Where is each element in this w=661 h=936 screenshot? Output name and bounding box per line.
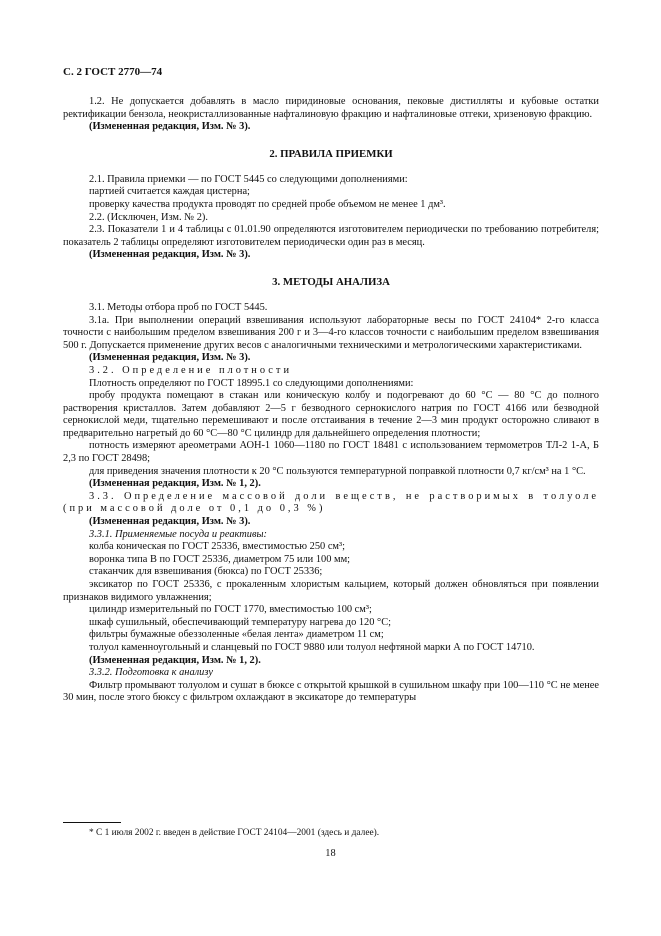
paragraph: цилиндр измерительный по ГОСТ 1770, вместимостью 100 см³;: [89, 604, 372, 616]
paragraph: эксикатор по ГОСТ 25336, с прокаленным хлористым кальцием, который должен обновляться при появлении признаков видимого увлажнения;: [63, 579, 599, 603]
footnote: * С 1 июля 2002 г. введен в действие ГОСТ 24104—2001 (здесь и далее).: [89, 828, 380, 838]
spaced-subheading: 3.2. Определение плотности: [89, 364, 293, 376]
paragraph: пробу продукта помещают в стакан или коническую колбу и подогревают до 60 °С — 80 °С до полного растворения кристаллов. Затем добавляют 2—5 г безводного сернокислого натрия по ГОСТ 4166 или безводной сернокислой меди, тщательно перемешивают и после отстаивания в течение 2—3 мин продукт осторожно сливают в предварительно нагретый до 60 °С—80 °С цилиндр для дальнейшего определения плотности;: [63, 390, 599, 439]
paragraph: 2.1. Правила приемки — по ГОСТ 5445 со следующими дополнениями:: [89, 173, 408, 185]
paragraph: Фильтр промывают толуолом и сушат в бюксе с открытой крышкой в сушильном шкафу при 100—110 °С не менее 30 мин, после этого бюксу с фильтром охлаждают в эксикаторе до температуры: [63, 679, 599, 704]
paragraph: толуол каменноугольный и сланцевый по ГОСТ 9880 или толуол нефтяной марки А по ГОСТ 14710.: [89, 641, 535, 653]
revision-note: (Измененная редакция, Изм. № 1, 2).: [89, 478, 261, 490]
revision-note: (Измененная редакция, Изм. № 1, 2).: [89, 654, 261, 666]
section-heading: 3. МЕТОДЫ АНАЛИЗА: [272, 275, 390, 288]
paragraph: воронка типа В по ГОСТ 25336, диаметром 75 или 100 мм;: [89, 553, 351, 565]
subsection-title: 3.3.2. Подготовка к анализу: [89, 667, 213, 679]
revision-note: (Измененная редакция, Изм. № 3).: [89, 249, 251, 261]
paragraph: 2.2. (Исключен, Изм. № 2).: [89, 211, 208, 223]
revision-note: (Измененная редакция, Изм. № 3).: [89, 121, 251, 133]
section-heading: 2. ПРАВИЛА ПРИЕМКИ: [269, 147, 393, 160]
paragraph: Плотность определяют по ГОСТ 18995.1 со следующими дополнениями:: [89, 377, 414, 389]
page-number: 18: [325, 848, 336, 859]
paragraph: проверку качества продукта проводят по средней пробе объемом не менее 1 дм³.: [89, 198, 446, 210]
document-page: [63, 66, 599, 705]
paragraph: фильтры бумажные обеззоленные «белая лента» диаметром 11 см;: [89, 629, 384, 641]
paragraph: стаканчик для взвешивания (бюкса) по ГОСТ 25336;: [89, 566, 323, 578]
page-header: С. 2 ГОСТ 2770—74: [63, 66, 163, 78]
paragraph: потность измеряют ареометрами АОН-1 1060—1180 по ГОСТ 18481 с использованием термометров ТЛ-2 1-А, Б 2,3 по ГОСТ 28498;: [63, 440, 599, 465]
paragraph: для приведения значения плотности к 20 °С пользуются температурной поправкой плотности 0,7 кг/см³ на 1 °С.: [89, 465, 586, 477]
paragraph: 3.1а. При выполнении операций взвешивания используют лабораторные весы по ГОСТ 24104* 2-го класса точности с наибольшим пределом взвешивания 200 г и 3—4-го классов точности с наибольшим пределом взвешивания 500 г. Допускается применение других весов с аналогичными техническими и метрологическими характеристиками.: [63, 314, 599, 351]
paragraph: 3.1. Методы отбора проб по ГОСТ 5445.: [89, 301, 268, 313]
paragraph: партией считается каждая цистерна;: [89, 186, 250, 198]
revision-note: (Измененная редакция, Изм. № 3).: [89, 516, 251, 528]
spaced-subheading: 3.3. Определение массовой доли веществ, не растворимых в толуоле (при массовой доле от 0,1 до 0,3 %): [63, 490, 599, 515]
subsection-title: 3.3.1. Применяемые посуда и реактивы:: [89, 528, 267, 540]
paragraph: шкаф сушильный, обеспечивающий температуру нагрева до 120 °С;: [89, 616, 392, 628]
footnote-divider: [63, 822, 121, 823]
paragraph: 1.2. Не допускается добавлять в масло пиридиновые основания, пековые дистилляты и кубовые остатки ректификации бензола, неокристаллизованные нафталиновую фракцию и нафталиновые отгеки, хризеновую фракцию.: [63, 96, 599, 120]
paragraph: 2.3. Показатели 1 и 4 таблицы с 01.01.90 определяются изготовителем периодически по требованию потребителя; показатель 2 таблицы определяют изготовителем периодически один раз в месяц.: [63, 224, 599, 248]
revision-note: (Измененная редакция, Изм. № 3).: [89, 352, 251, 364]
paragraph: колба коническая по ГОСТ 25336, вместимостью 250 см³;: [89, 541, 346, 553]
document-body: [63, 96, 599, 705]
